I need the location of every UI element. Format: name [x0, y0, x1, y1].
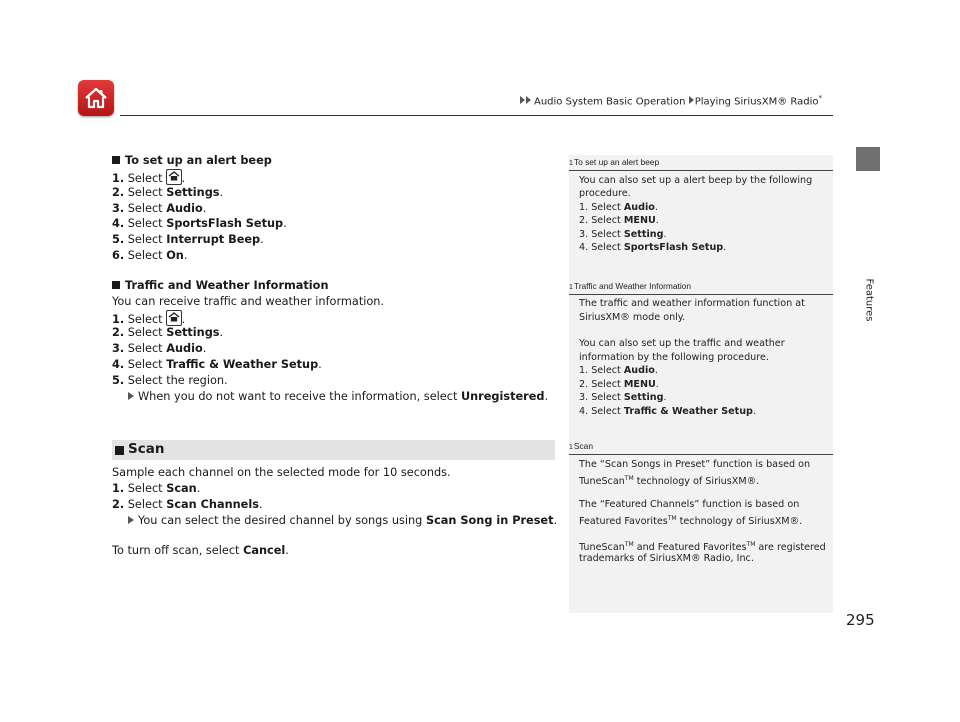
note-alert-title: 1To set up an alert beep — [569, 157, 660, 167]
scan-step-1: 1. Select Scan. — [112, 482, 201, 495]
note-scan-title: 1Scan — [569, 441, 593, 451]
note-traffic-line: SiriusXM® mode only. — [579, 312, 686, 323]
note-traffic-step-1: 1. Select Audio. — [579, 365, 658, 376]
alert-step-5: 5. Select Interrupt Beep. — [112, 233, 264, 246]
home-icon[interactable] — [78, 80, 114, 116]
note-divider — [569, 454, 833, 455]
note-traffic-line: information by the following procedure. — [579, 352, 769, 363]
note-alert-line: You can also set up a alert beep by the following — [579, 175, 813, 186]
chapter-tab-label: Features — [863, 278, 875, 322]
note-divider — [569, 294, 833, 295]
section-square-icon — [112, 156, 120, 164]
note-alert-step-3: 3. Select Setting. — [579, 229, 667, 240]
traffic-step-5: 5. Select the region. — [112, 374, 228, 387]
note-scan-line: The “Scan Songs in Preset” function is based on — [579, 459, 811, 470]
note-alert-step-1: 1. Select Audio. — [579, 202, 658, 213]
header-divider — [120, 115, 833, 116]
scan-sub-note: You can select the desired channel by songs using Scan Song in Preset. — [128, 513, 557, 529]
traffic-step-1: 1. Select . — [112, 310, 185, 328]
breadcrumb-section[interactable]: Audio System Basic Operation — [534, 96, 686, 108]
note-divider — [569, 170, 833, 171]
note-scan-line: TuneScan™ and Featured Favorites™ are registered — [579, 541, 826, 554]
breadcrumb — [520, 94, 822, 107]
note-traffic-step-3: 3. Select Setting. — [579, 392, 667, 403]
section-square-icon — [112, 281, 120, 289]
traffic-heading: Traffic and Weather Information — [112, 278, 329, 294]
note-scan-line: trademarks of SiriusXM® Radio, Inc. — [579, 553, 754, 564]
breadcrumb-arrow-icon — [526, 96, 531, 104]
chapter-tab[interactable] — [857, 240, 881, 360]
note-traffic-step-2: 2. Select MENU. — [579, 379, 659, 390]
alert-step-1: 1. Select . — [112, 169, 185, 187]
alert-step-4: 4. Select SportsFlash Setup. — [112, 217, 287, 230]
traffic-step-3: 3. Select Audio. — [112, 342, 207, 355]
traffic-step-4: 4. Select Traffic & Weather Setup. — [112, 358, 322, 371]
option-asterisk: * — [818, 94, 823, 102]
breadcrumb-arrow-icon — [689, 96, 694, 104]
alert-heading: To set up an alert beep — [112, 153, 272, 169]
home-button-icon — [166, 169, 182, 185]
note-alert-step-2: 2. Select MENU. — [579, 215, 659, 226]
note-scan-line: The “Featured Channels” function is based on — [579, 499, 800, 510]
scan-step-2: 2. Select Scan Channels. — [112, 498, 263, 511]
note-alert-step-4: 4. Select SportsFlash Setup. — [579, 242, 727, 253]
bullet-arrow-icon — [128, 516, 134, 524]
traffic-intro: You can receive traffic and weather information. — [112, 295, 385, 308]
chapter-tab-marker — [856, 147, 880, 171]
note-scan-line: Featured Favorites™ technology of SiriusXM®. — [579, 515, 803, 528]
note-traffic-step-4: 4. Select Traffic & Weather Setup. — [579, 406, 756, 417]
note-alert-line: procedure. — [579, 188, 631, 199]
breadcrumb-page[interactable]: Playing SiriusXM® Radio — [694, 96, 819, 108]
page-number: 295 — [846, 611, 875, 629]
note-scan-line: TuneScan™ technology of SiriusXM®. — [579, 475, 760, 488]
note-traffic-line: The traffic and weather information function at — [579, 298, 805, 309]
breadcrumb-arrow-icon — [520, 96, 525, 104]
traffic-step-2: 2. Select Settings. — [112, 326, 224, 339]
scan-turn-off: To turn off scan, select Cancel. — [112, 544, 289, 557]
traffic-sub-note: When you do not want to receive the information, select Unregistered. — [128, 389, 548, 405]
section-square-icon — [115, 446, 124, 455]
bullet-arrow-icon — [128, 392, 134, 400]
scan-intro: Sample each channel on the selected mode for 10 seconds. — [112, 466, 451, 479]
alert-step-6: 6. Select On. — [112, 249, 188, 262]
note-traffic-title: 1Traffic and Weather Information — [569, 281, 692, 291]
scan-section-bar — [112, 440, 555, 460]
alert-step-2: 2. Select Settings. — [112, 186, 224, 199]
home-button-icon — [166, 310, 182, 326]
alert-step-3: 3. Select Audio. — [112, 202, 207, 215]
note-traffic-line: You can also set up the traffic and weather — [579, 338, 785, 349]
scan-heading: Scan — [128, 441, 165, 457]
